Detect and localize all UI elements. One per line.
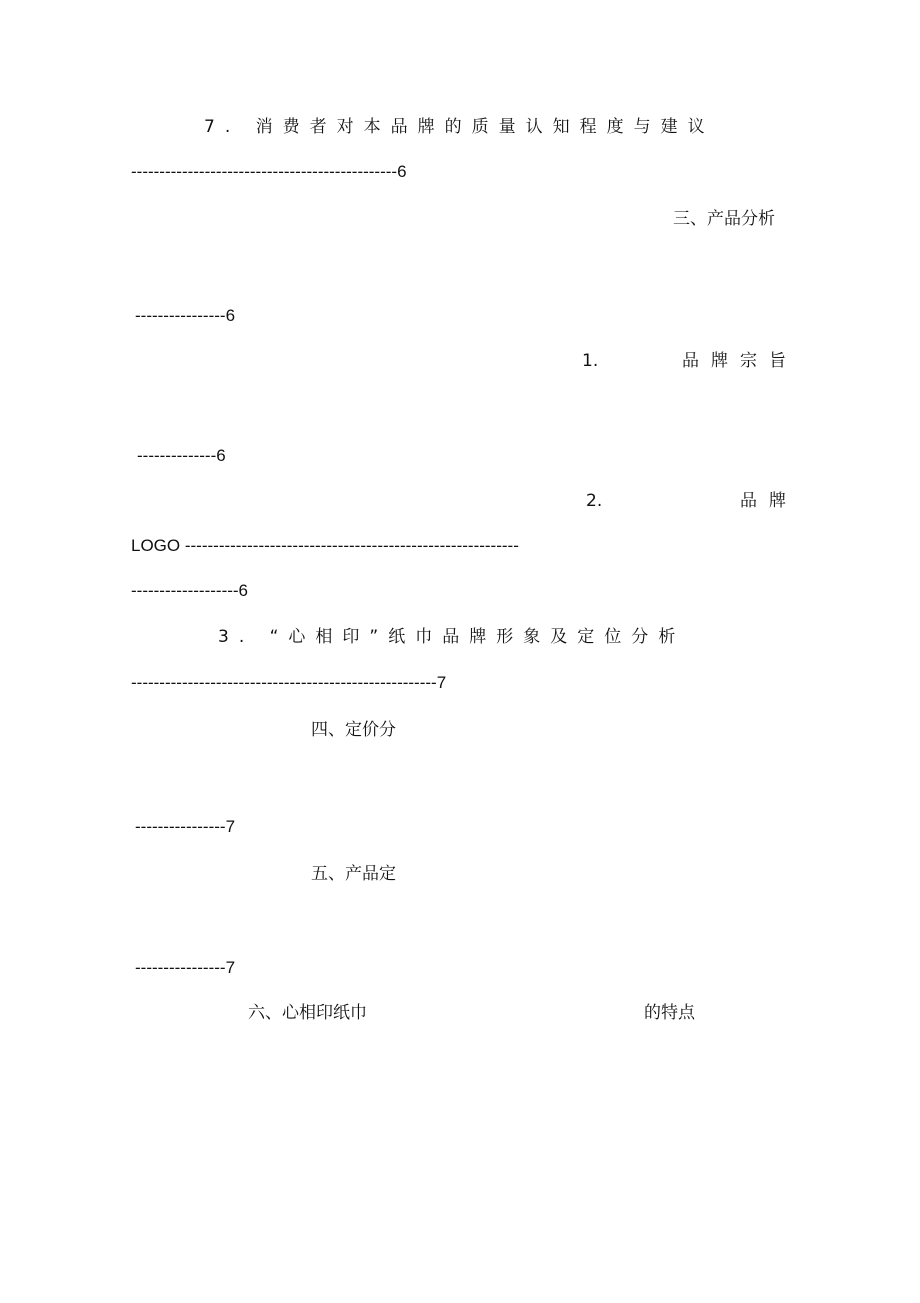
toc-item-1-leader: --------------6	[137, 446, 226, 465]
toc-item-2-number: 2.	[586, 491, 603, 511]
toc-section-3-title: 三、产品分析	[673, 209, 775, 229]
toc-section-5-title: 五、产品定	[311, 864, 396, 884]
toc-item-2-title: 品牌	[740, 491, 798, 511]
toc-section-3-leader: ----------------6	[135, 306, 236, 325]
toc-item-1-number: 1.	[582, 351, 599, 371]
toc-item-3-leader: ------------------------------------------------------7	[131, 673, 447, 692]
toc-item-2-leader: -------------------6	[131, 581, 249, 600]
toc-section-4-title: 四、定价分	[311, 720, 396, 740]
toc-section-4-leader: ----------------7	[135, 817, 236, 836]
toc-section-6-title-right: 的特点	[644, 1003, 695, 1023]
toc-item-3-title: 3. “心相印”纸巾品牌形象及定位分析	[218, 627, 686, 647]
toc-item-1-title: 品牌宗旨	[682, 351, 798, 371]
toc-item-7-title: 7. 消费者对本品牌的质量认知程度与建议	[204, 117, 715, 137]
toc-item-7-leader: -----------------------------------------------6	[131, 162, 407, 181]
toc-section-6-title-left: 六、心相印纸巾	[248, 1003, 367, 1023]
toc-item-2-logo-line: LOGO -----------------------------------------------------------	[131, 536, 519, 555]
toc-section-5-leader: ----------------7	[135, 958, 236, 977]
